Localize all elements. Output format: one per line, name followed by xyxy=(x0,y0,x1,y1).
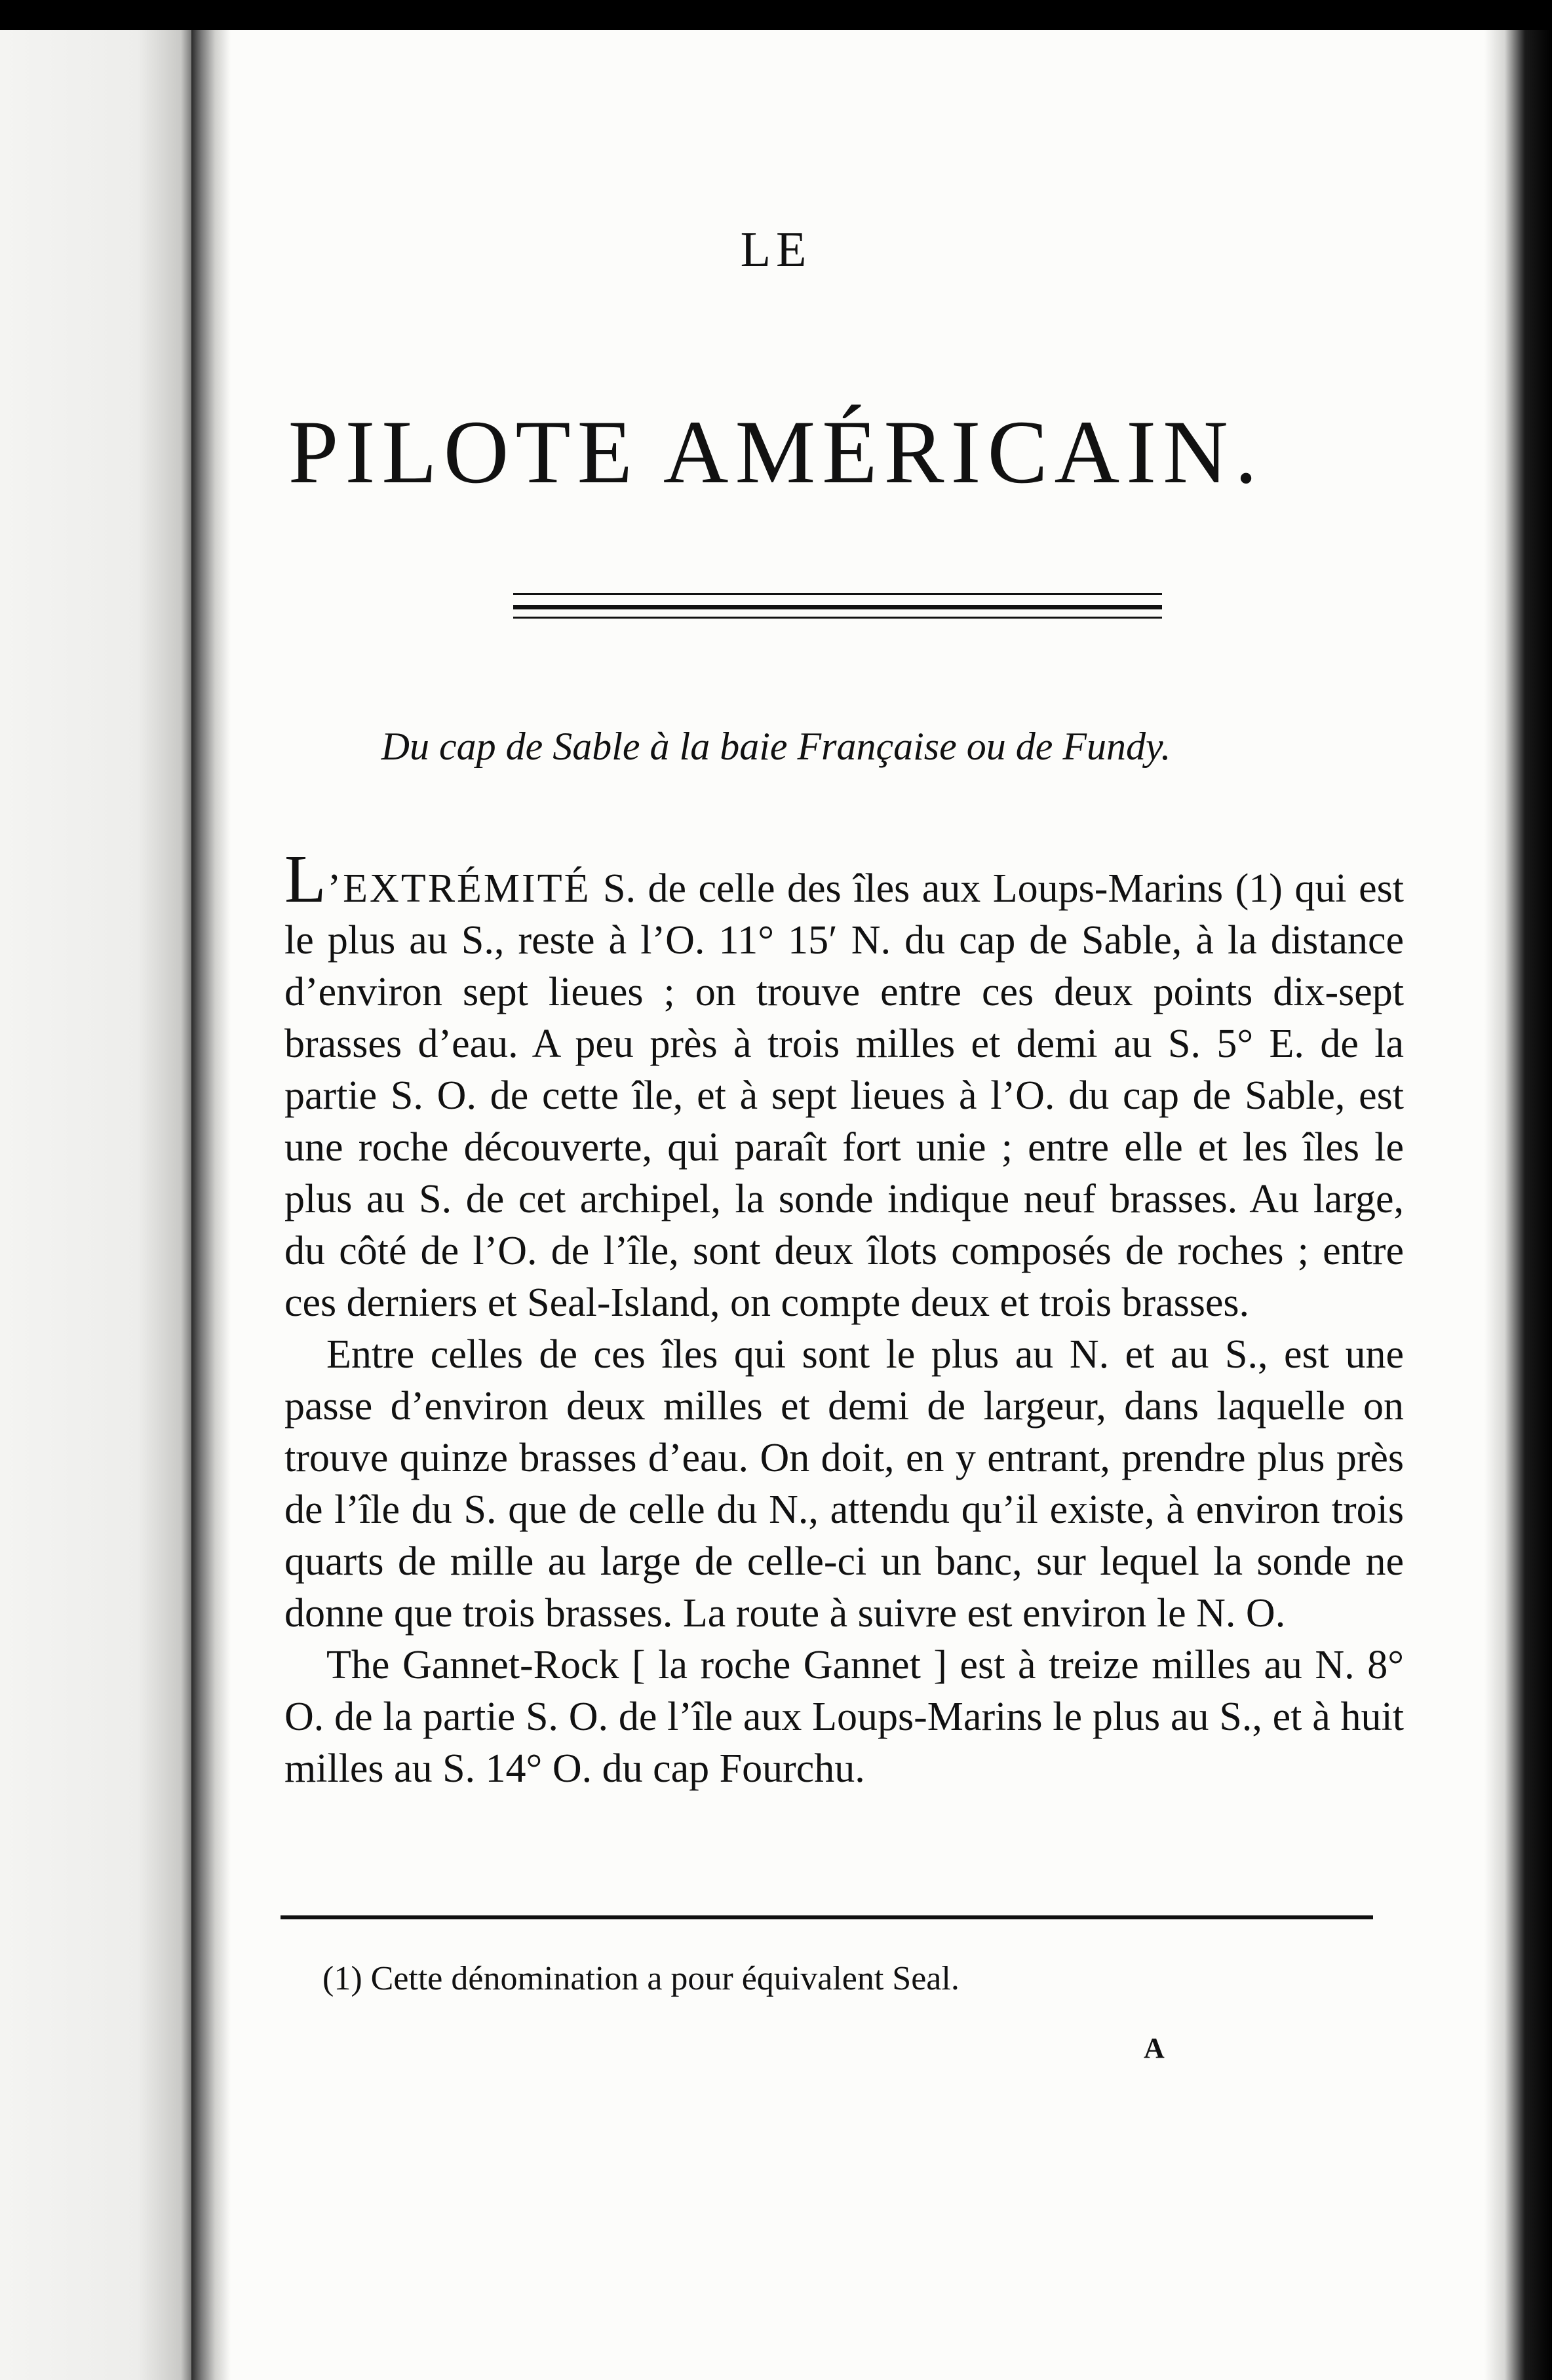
running-head: LE xyxy=(740,222,812,277)
opening-small-caps: ’EXTRÉMITÉ xyxy=(327,866,591,911)
page-right-edge xyxy=(1484,30,1552,2380)
title-double-rule xyxy=(513,593,1162,619)
footnote: (1) Cette dénomination a pour équivalent Seal. xyxy=(322,1960,960,1997)
paragraph-1-text: S. de celle des îles aux Loups-Marins (1) qui est le plus au S., reste à l’O. 11° 15′ N. du cap de Sable, à la distance d’environ sept lieues ; on trouve entre ces deux points dix-sept brasses d’eau. A peu près à trois milles et demi au S. 5° E. de la partie S. O. de cette île, et à sept lieues à l’O. du cap de Sable, est une roche découverte, qui paraît fort unie ; entre elle et les îles le plus au S. de cet archipel, la sonde indique neuf brasses. Au large, du côté de l’O. de l’île, sont deux îlots composés de roches ; entre ces derniers et Seal-Island, on compte deux et trois brasses. xyxy=(284,866,1404,1325)
paragraph-3: The Gannet-Rock [ la roche Gannet ] est à treize milles au N. 8° O. de la partie S. O. de l’île aux Loups-Marins le plus au S., et à huit milles au S. 14° O. du cap Fourchu. xyxy=(284,1643,1404,1791)
body-text xyxy=(284,841,1404,1795)
signature-mark: A xyxy=(1144,2032,1165,2064)
scan-border-top xyxy=(0,0,1552,30)
paragraph-2: Entre celles de ces îles qui sont le plus au N. et au S., est une passe d’environ deux milles et demi de largeur, dans laquelle on trouve quinze brasses d’eau. On doit, en y entrant, prendre plus près de l’île du S. que de celle du N., attendu qu’il existe, à environ trois quarts de mille au large de celle-ci un banc, sur lequel la sonde ne donne que trois brasses. La route à suivre est environ le N. O. xyxy=(284,1332,1404,1636)
facing-page-edge xyxy=(0,30,197,2380)
drop-cap: L xyxy=(284,841,328,917)
paragraph-1 xyxy=(284,841,1404,1329)
footnote-rule xyxy=(281,1915,1373,1919)
section-heading: Du cap de Sable à la baie Française ou de Fundy. xyxy=(381,725,1171,768)
page-title: PILOTE AMÉRICAIN. xyxy=(288,402,1264,502)
book-gutter-shadow xyxy=(191,30,231,2380)
